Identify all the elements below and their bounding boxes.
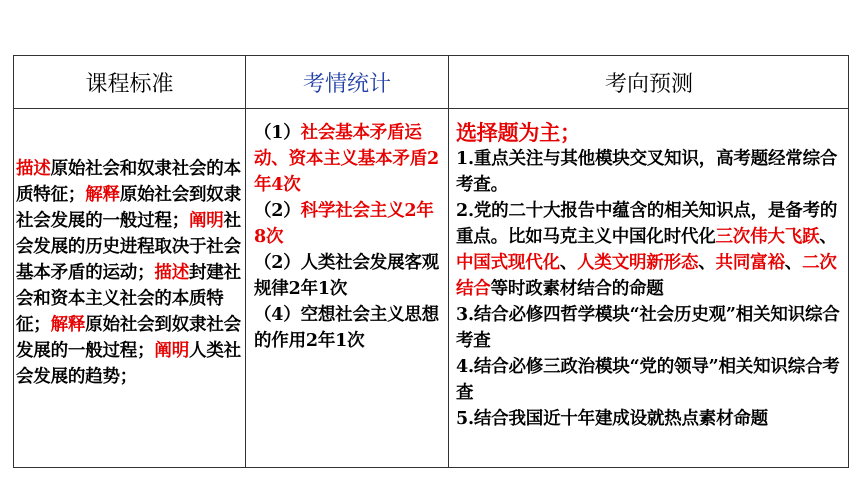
highlight-text: 阐明	[154, 341, 190, 361]
highlight-text: 描述	[154, 263, 190, 283]
column-divider	[245, 56, 246, 467]
text-run: 2.党的二十大报告中蕴含的相关知识点，是备考的重点。比如马克主义中国化时代化	[456, 201, 838, 247]
text-run: 、	[819, 227, 837, 247]
header-divider	[14, 108, 848, 109]
curriculum-standard-cell	[16, 156, 244, 390]
highlight-text: 解释	[50, 315, 86, 335]
forecast-item-3: 3.结合必修四哲学模块“社会历史观”相关知识综合考查	[456, 305, 840, 351]
text-run: 社会发展的历史进程取决于社会基本矛盾的运动；	[16, 211, 241, 283]
column-divider	[448, 56, 449, 467]
highlight-text: 社会基本矛盾运动、资本主义基本矛盾2年4次	[254, 123, 439, 195]
highlight-text: 科学社会主义2年8次	[254, 201, 434, 247]
highlight-text: 二次结合	[456, 253, 837, 299]
text-run: 、	[559, 253, 578, 273]
highlight-text: 三次伟大飞跃	[715, 227, 820, 247]
forecast-item-2	[456, 198, 844, 302]
text-run: 原始社会和奴隶社会的本质特征；	[16, 159, 241, 205]
text-run: 、	[698, 253, 716, 273]
exam-forecast-cell	[456, 120, 844, 432]
text-run: （4）空想社会主义思想的作用2年1次	[254, 305, 439, 351]
highlight-text: 阐明	[189, 211, 224, 231]
text-run: （2）人类社会发展客观规律2年1次	[254, 253, 439, 299]
text-run: 封建社会和资本主义社会的本质特征；	[16, 263, 241, 335]
text-run: （1）	[254, 123, 301, 143]
forecast-item-5: 5.结合我国近十年建成设就热点素材命题	[456, 409, 768, 429]
forecast-heading: 选择题为主；	[456, 120, 581, 145]
text-run: 等时政素材结合的命题	[490, 279, 664, 299]
header-curriculum-standard: 课程标准	[85, 71, 174, 97]
text-run: 人类社会发展的趋势；	[16, 341, 241, 387]
course-table	[13, 55, 849, 468]
forecast-item-1: 1.重点关注与其他模块交叉知识，高考题经常综合考查。	[456, 149, 838, 195]
header-exam-statistics: 考情统计	[302, 71, 391, 97]
highlight-text: 共同富裕	[715, 253, 785, 273]
exam-statistics-cell	[254, 120, 444, 354]
highlight-text: 人类文明新形态	[577, 253, 699, 273]
text-run: 原始社会到奴隶社会发展的一般过程；	[16, 315, 241, 361]
text-run: 、	[784, 253, 803, 273]
text-run: （2）	[254, 201, 301, 221]
forecast-item-4: 4.结合必修三政治模块“党的领导”相关知识综合考查	[456, 357, 840, 403]
highlight-text: 解释	[85, 185, 120, 205]
highlight-text: 中国式现代化	[456, 253, 560, 273]
highlight-text: 描述	[16, 159, 51, 179]
text-run: 原始社会到奴隶社会发展的一般过程；	[16, 185, 241, 231]
header-exam-forecast: 考向预测	[604, 71, 693, 97]
